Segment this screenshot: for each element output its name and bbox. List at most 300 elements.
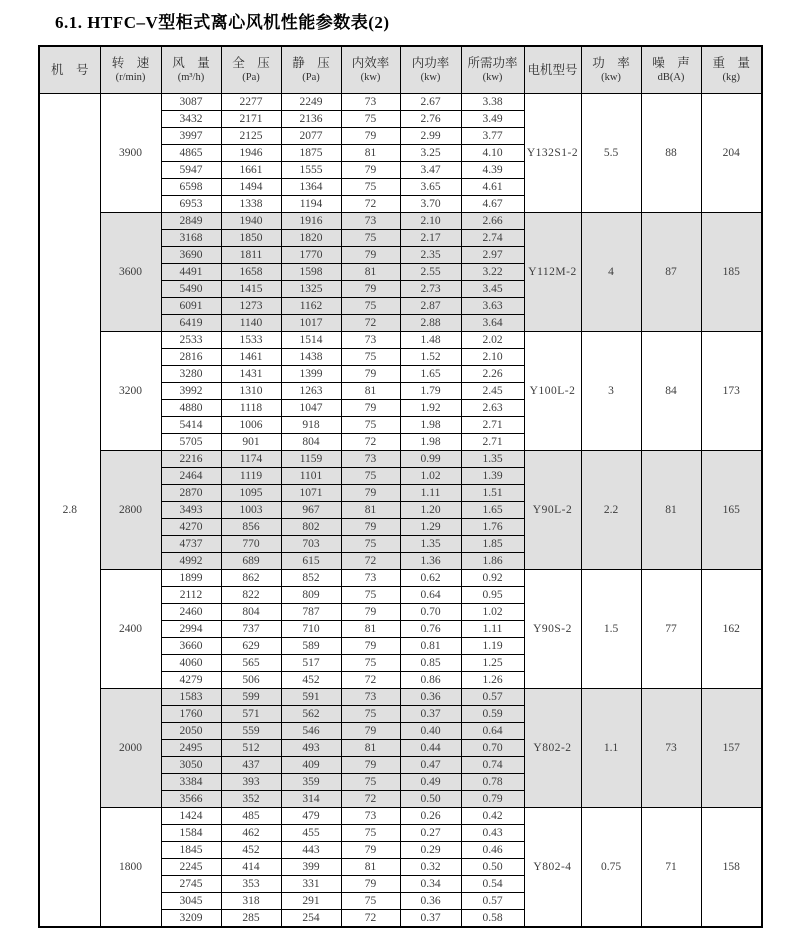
cell-total-pressure: 352	[221, 791, 281, 808]
cell-airflow: 4865	[161, 145, 221, 162]
cell-airflow: 5490	[161, 281, 221, 298]
cell-static-pressure: 1047	[281, 400, 341, 417]
cell-static-pressure: 562	[281, 706, 341, 723]
cell-total-pressure: 1658	[221, 264, 281, 281]
cell-required-power: 2.97	[461, 247, 524, 264]
cell-required-power: 3.64	[461, 315, 524, 332]
machine-no-cell: 2.8	[39, 94, 100, 928]
cell-static-pressure: 703	[281, 536, 341, 553]
cell-airflow: 3992	[161, 383, 221, 400]
cell-airflow: 3660	[161, 638, 221, 655]
cell-required-power: 3.49	[461, 111, 524, 128]
table-body	[39, 94, 762, 928]
cell-static-pressure: 517	[281, 655, 341, 672]
cell-airflow: 2460	[161, 604, 221, 621]
cell-airflow: 2849	[161, 213, 221, 230]
cell-efficiency: 73	[341, 332, 400, 349]
cell-efficiency: 81	[341, 621, 400, 638]
col-header-internal-power: 内功率 (kw)	[400, 46, 461, 94]
cell-total-pressure: 285	[221, 910, 281, 928]
motor-model-cell: Y90L-2	[524, 451, 581, 570]
cell-required-power: 1.85	[461, 536, 524, 553]
cell-airflow: 2245	[161, 859, 221, 876]
cell-airflow: 4279	[161, 672, 221, 689]
cell-efficiency: 75	[341, 706, 400, 723]
cell-static-pressure: 1162	[281, 298, 341, 315]
table-row	[39, 213, 762, 230]
cell-total-pressure: 318	[221, 893, 281, 910]
cell-internal-power: 3.47	[400, 162, 461, 179]
cell-total-pressure: 1006	[221, 417, 281, 434]
cell-internal-power: 0.40	[400, 723, 461, 740]
noise-cell: 71	[641, 808, 701, 928]
cell-total-pressure: 1661	[221, 162, 281, 179]
cell-efficiency: 75	[341, 536, 400, 553]
cell-static-pressure: 331	[281, 876, 341, 893]
cell-efficiency: 72	[341, 315, 400, 332]
cell-static-pressure: 1916	[281, 213, 341, 230]
cell-efficiency: 75	[341, 417, 400, 434]
cell-required-power: 4.67	[461, 196, 524, 213]
cell-efficiency: 79	[341, 757, 400, 774]
motor-power-cell: 1.1	[581, 689, 641, 808]
motor-model-cell: Y112M-2	[524, 213, 581, 332]
weight-cell: 185	[701, 213, 762, 332]
cell-airflow: 1583	[161, 689, 221, 706]
cell-static-pressure: 399	[281, 859, 341, 876]
cell-static-pressure: 1875	[281, 145, 341, 162]
cell-internal-power: 0.76	[400, 621, 461, 638]
cell-internal-power: 0.34	[400, 876, 461, 893]
page-title: 6.1. HTFC–V型柜式离心风机性能参数表(2)	[55, 13, 390, 32]
cell-efficiency: 73	[341, 213, 400, 230]
cell-required-power: 0.57	[461, 893, 524, 910]
cell-required-power: 1.86	[461, 553, 524, 570]
cell-internal-power: 1.98	[400, 434, 461, 451]
cell-required-power: 0.42	[461, 808, 524, 825]
cell-airflow: 1584	[161, 825, 221, 842]
cell-total-pressure: 770	[221, 536, 281, 553]
cell-airflow: 2533	[161, 332, 221, 349]
cell-required-power: 3.38	[461, 94, 524, 111]
cell-efficiency: 75	[341, 230, 400, 247]
cell-airflow: 4491	[161, 264, 221, 281]
cell-static-pressure: 1598	[281, 264, 341, 281]
cell-efficiency: 75	[341, 111, 400, 128]
cell-efficiency: 72	[341, 791, 400, 808]
cell-airflow: 3432	[161, 111, 221, 128]
weight-cell: 204	[701, 94, 762, 213]
motor-power-cell: 5.5	[581, 94, 641, 213]
cell-total-pressure: 2171	[221, 111, 281, 128]
motor-model-cell: Y132S1-2	[524, 94, 581, 213]
table-row	[39, 689, 762, 706]
cell-internal-power: 2.88	[400, 315, 461, 332]
cell-required-power: 2.45	[461, 383, 524, 400]
cell-efficiency: 81	[341, 502, 400, 519]
cell-internal-power: 1.92	[400, 400, 461, 417]
cell-required-power: 2.26	[461, 366, 524, 383]
cell-airflow: 2870	[161, 485, 221, 502]
cell-internal-power: 0.27	[400, 825, 461, 842]
cell-efficiency: 79	[341, 128, 400, 145]
cell-total-pressure: 1431	[221, 366, 281, 383]
cell-required-power: 2.71	[461, 417, 524, 434]
cell-total-pressure: 1273	[221, 298, 281, 315]
cell-total-pressure: 2277	[221, 94, 281, 111]
cell-efficiency: 79	[341, 366, 400, 383]
cell-internal-power: 2.35	[400, 247, 461, 264]
cell-static-pressure: 2077	[281, 128, 341, 145]
cell-static-pressure: 493	[281, 740, 341, 757]
cell-static-pressure: 804	[281, 434, 341, 451]
cell-efficiency: 79	[341, 485, 400, 502]
cell-airflow: 3690	[161, 247, 221, 264]
cell-internal-power: 0.50	[400, 791, 461, 808]
table-header	[39, 46, 762, 94]
cell-airflow: 6598	[161, 179, 221, 196]
cell-required-power: 2.74	[461, 230, 524, 247]
cell-static-pressure: 1071	[281, 485, 341, 502]
speed-cell: 1800	[100, 808, 161, 928]
motor-power-cell: 2.2	[581, 451, 641, 570]
cell-required-power: 3.77	[461, 128, 524, 145]
cell-static-pressure: 409	[281, 757, 341, 774]
cell-efficiency: 72	[341, 672, 400, 689]
table-header-row	[39, 46, 762, 94]
table-row	[39, 570, 762, 587]
cell-total-pressure: 512	[221, 740, 281, 757]
cell-total-pressure: 414	[221, 859, 281, 876]
cell-efficiency: 79	[341, 876, 400, 893]
cell-total-pressure: 737	[221, 621, 281, 638]
cell-internal-power: 2.55	[400, 264, 461, 281]
col-header-noise: 噪 声 dB(A)	[641, 46, 701, 94]
cell-internal-power: 0.81	[400, 638, 461, 655]
cell-efficiency: 81	[341, 740, 400, 757]
cell-total-pressure: 1310	[221, 383, 281, 400]
table-row	[39, 94, 762, 111]
cell-efficiency: 75	[341, 655, 400, 672]
cell-static-pressure: 314	[281, 791, 341, 808]
speed-cell: 2800	[100, 451, 161, 570]
cell-static-pressure: 1820	[281, 230, 341, 247]
cell-total-pressure: 1533	[221, 332, 281, 349]
table-row	[39, 332, 762, 349]
cell-internal-power: 2.76	[400, 111, 461, 128]
cell-internal-power: 1.79	[400, 383, 461, 400]
cell-efficiency: 75	[341, 774, 400, 791]
cell-airflow: 2216	[161, 451, 221, 468]
speed-cell: 2400	[100, 570, 161, 689]
cell-internal-power: 1.29	[400, 519, 461, 536]
cell-required-power: 1.25	[461, 655, 524, 672]
cell-airflow: 3209	[161, 910, 221, 928]
cell-static-pressure: 452	[281, 672, 341, 689]
cell-total-pressure: 1494	[221, 179, 281, 196]
cell-airflow: 5414	[161, 417, 221, 434]
cell-efficiency: 73	[341, 808, 400, 825]
motor-power-cell: 3	[581, 332, 641, 451]
cell-static-pressure: 1159	[281, 451, 341, 468]
speed-cell: 3200	[100, 332, 161, 451]
col-header-static-pressure: 静 压 (Pa)	[281, 46, 341, 94]
cell-efficiency: 79	[341, 400, 400, 417]
cell-static-pressure: 1438	[281, 349, 341, 366]
cell-internal-power: 2.17	[400, 230, 461, 247]
cell-internal-power: 0.49	[400, 774, 461, 791]
cell-required-power: 0.43	[461, 825, 524, 842]
noise-cell: 87	[641, 213, 701, 332]
cell-total-pressure: 2125	[221, 128, 281, 145]
cell-total-pressure: 1095	[221, 485, 281, 502]
cell-internal-power: 1.36	[400, 553, 461, 570]
cell-static-pressure: 546	[281, 723, 341, 740]
cell-internal-power: 0.37	[400, 706, 461, 723]
cell-airflow: 4060	[161, 655, 221, 672]
cell-total-pressure: 1850	[221, 230, 281, 247]
cell-airflow: 3997	[161, 128, 221, 145]
cell-internal-power: 0.32	[400, 859, 461, 876]
cell-internal-power: 0.99	[400, 451, 461, 468]
cell-airflow: 5705	[161, 434, 221, 451]
cell-airflow: 3168	[161, 230, 221, 247]
cell-internal-power: 0.85	[400, 655, 461, 672]
cell-required-power: 4.39	[461, 162, 524, 179]
cell-airflow: 4992	[161, 553, 221, 570]
cell-internal-power: 1.98	[400, 417, 461, 434]
cell-internal-power: 1.20	[400, 502, 461, 519]
cell-required-power: 1.35	[461, 451, 524, 468]
cell-airflow: 2464	[161, 468, 221, 485]
cell-efficiency: 79	[341, 723, 400, 740]
cell-total-pressure: 506	[221, 672, 281, 689]
cell-internal-power: 3.65	[400, 179, 461, 196]
cell-internal-power: 2.99	[400, 128, 461, 145]
noise-cell: 73	[641, 689, 701, 808]
cell-internal-power: 1.65	[400, 366, 461, 383]
cell-static-pressure: 291	[281, 893, 341, 910]
cell-required-power: 4.61	[461, 179, 524, 196]
col-header-motor-model: 电机型号	[524, 46, 581, 94]
noise-cell: 77	[641, 570, 701, 689]
cell-efficiency: 81	[341, 145, 400, 162]
cell-required-power: 0.57	[461, 689, 524, 706]
cell-airflow: 1424	[161, 808, 221, 825]
cell-static-pressure: 852	[281, 570, 341, 587]
cell-static-pressure: 254	[281, 910, 341, 928]
cell-required-power: 1.11	[461, 621, 524, 638]
weight-cell: 158	[701, 808, 762, 928]
cell-internal-power: 0.36	[400, 689, 461, 706]
col-header-power: 功 率 (kw)	[581, 46, 641, 94]
cell-efficiency: 72	[341, 196, 400, 213]
cell-total-pressure: 559	[221, 723, 281, 740]
cell-efficiency: 73	[341, 689, 400, 706]
cell-efficiency: 75	[341, 825, 400, 842]
cell-airflow: 2112	[161, 587, 221, 604]
cell-required-power: 2.02	[461, 332, 524, 349]
cell-airflow: 2816	[161, 349, 221, 366]
cell-airflow: 4270	[161, 519, 221, 536]
cell-efficiency: 72	[341, 434, 400, 451]
weight-cell: 173	[701, 332, 762, 451]
cell-required-power: 1.39	[461, 468, 524, 485]
cell-required-power: 0.95	[461, 587, 524, 604]
cell-required-power: 1.19	[461, 638, 524, 655]
cell-required-power: 1.76	[461, 519, 524, 536]
cell-total-pressure: 862	[221, 570, 281, 587]
cell-static-pressure: 809	[281, 587, 341, 604]
cell-airflow: 3384	[161, 774, 221, 791]
cell-static-pressure: 1555	[281, 162, 341, 179]
cell-airflow: 1760	[161, 706, 221, 723]
cell-efficiency: 79	[341, 162, 400, 179]
cell-total-pressure: 565	[221, 655, 281, 672]
cell-total-pressure: 1940	[221, 213, 281, 230]
cell-required-power: 0.59	[461, 706, 524, 723]
cell-static-pressure: 1770	[281, 247, 341, 264]
cell-required-power: 1.51	[461, 485, 524, 502]
cell-total-pressure: 1119	[221, 468, 281, 485]
cell-total-pressure: 856	[221, 519, 281, 536]
cell-airflow: 3045	[161, 893, 221, 910]
cell-efficiency: 75	[341, 587, 400, 604]
cell-efficiency: 73	[341, 570, 400, 587]
cell-static-pressure: 455	[281, 825, 341, 842]
cell-total-pressure: 452	[221, 842, 281, 859]
cell-airflow: 3566	[161, 791, 221, 808]
cell-internal-power: 1.48	[400, 332, 461, 349]
cell-static-pressure: 1364	[281, 179, 341, 196]
speed-cell: 3600	[100, 213, 161, 332]
cell-static-pressure: 967	[281, 502, 341, 519]
cell-required-power: 0.78	[461, 774, 524, 791]
cell-internal-power: 1.11	[400, 485, 461, 502]
cell-efficiency: 75	[341, 468, 400, 485]
cell-total-pressure: 462	[221, 825, 281, 842]
cell-static-pressure: 918	[281, 417, 341, 434]
col-header-airflow: 风 量 (m³/h)	[161, 46, 221, 94]
cell-total-pressure: 1140	[221, 315, 281, 332]
cell-static-pressure: 479	[281, 808, 341, 825]
cell-airflow: 5947	[161, 162, 221, 179]
cell-total-pressure: 689	[221, 553, 281, 570]
cell-internal-power: 2.10	[400, 213, 461, 230]
cell-internal-power: 0.37	[400, 910, 461, 928]
cell-required-power: 0.54	[461, 876, 524, 893]
col-header-required-power: 所需功率 (kw)	[461, 46, 524, 94]
cell-required-power: 0.74	[461, 757, 524, 774]
table-row	[39, 451, 762, 468]
cell-internal-power: 0.26	[400, 808, 461, 825]
cell-required-power: 0.58	[461, 910, 524, 928]
cell-total-pressure: 1338	[221, 196, 281, 213]
cell-efficiency: 73	[341, 94, 400, 111]
cell-required-power: 1.65	[461, 502, 524, 519]
cell-static-pressure: 1017	[281, 315, 341, 332]
noise-cell: 81	[641, 451, 701, 570]
cell-airflow: 2050	[161, 723, 221, 740]
weight-cell: 157	[701, 689, 762, 808]
cell-static-pressure: 2249	[281, 94, 341, 111]
col-header-speed: 转 速 (r/min)	[100, 46, 161, 94]
cell-internal-power: 0.70	[400, 604, 461, 621]
cell-efficiency: 81	[341, 383, 400, 400]
cell-required-power: 0.79	[461, 791, 524, 808]
cell-required-power: 4.10	[461, 145, 524, 162]
speed-cell: 3900	[100, 94, 161, 213]
noise-cell: 88	[641, 94, 701, 213]
motor-model-cell: Y100L-2	[524, 332, 581, 451]
motor-power-cell: 1.5	[581, 570, 641, 689]
cell-required-power: 0.70	[461, 740, 524, 757]
speed-cell: 2000	[100, 689, 161, 808]
cell-airflow: 3050	[161, 757, 221, 774]
cell-static-pressure: 1514	[281, 332, 341, 349]
cell-internal-power: 0.86	[400, 672, 461, 689]
motor-power-cell: 0.75	[581, 808, 641, 928]
weight-cell: 165	[701, 451, 762, 570]
cell-static-pressure: 1325	[281, 281, 341, 298]
weight-cell: 162	[701, 570, 762, 689]
cell-required-power: 0.46	[461, 842, 524, 859]
cell-airflow: 2495	[161, 740, 221, 757]
motor-model-cell: Y90S-2	[524, 570, 581, 689]
cell-efficiency: 73	[341, 451, 400, 468]
cell-internal-power: 1.02	[400, 468, 461, 485]
cell-internal-power: 2.67	[400, 94, 461, 111]
cell-total-pressure: 599	[221, 689, 281, 706]
cell-static-pressure: 1399	[281, 366, 341, 383]
cell-total-pressure: 1003	[221, 502, 281, 519]
motor-model-cell: Y802-4	[524, 808, 581, 928]
cell-airflow: 1899	[161, 570, 221, 587]
cell-static-pressure: 359	[281, 774, 341, 791]
cell-efficiency: 72	[341, 553, 400, 570]
cell-internal-power: 0.47	[400, 757, 461, 774]
cell-internal-power: 1.52	[400, 349, 461, 366]
col-header-weight: 重 量 (kg)	[701, 46, 762, 94]
cell-efficiency: 75	[341, 179, 400, 196]
cell-airflow: 6419	[161, 315, 221, 332]
col-header-machine-no: 机 号	[39, 46, 100, 94]
cell-total-pressure: 629	[221, 638, 281, 655]
cell-efficiency: 81	[341, 859, 400, 876]
cell-total-pressure: 804	[221, 604, 281, 621]
cell-static-pressure: 443	[281, 842, 341, 859]
cell-airflow: 2994	[161, 621, 221, 638]
cell-required-power: 3.22	[461, 264, 524, 281]
col-header-efficiency: 内效率 (kw)	[341, 46, 400, 94]
cell-internal-power: 3.70	[400, 196, 461, 213]
motor-model-cell: Y802-2	[524, 689, 581, 808]
cell-airflow: 1845	[161, 842, 221, 859]
cell-airflow: 3280	[161, 366, 221, 383]
cell-total-pressure: 1811	[221, 247, 281, 264]
cell-required-power: 2.10	[461, 349, 524, 366]
cell-internal-power: 3.25	[400, 145, 461, 162]
noise-cell: 84	[641, 332, 701, 451]
cell-static-pressure: 1263	[281, 383, 341, 400]
cell-static-pressure: 591	[281, 689, 341, 706]
cell-internal-power: 0.62	[400, 570, 461, 587]
cell-required-power: 0.92	[461, 570, 524, 587]
cell-efficiency: 79	[341, 519, 400, 536]
cell-total-pressure: 571	[221, 706, 281, 723]
cell-required-power: 2.63	[461, 400, 524, 417]
cell-total-pressure: 393	[221, 774, 281, 791]
